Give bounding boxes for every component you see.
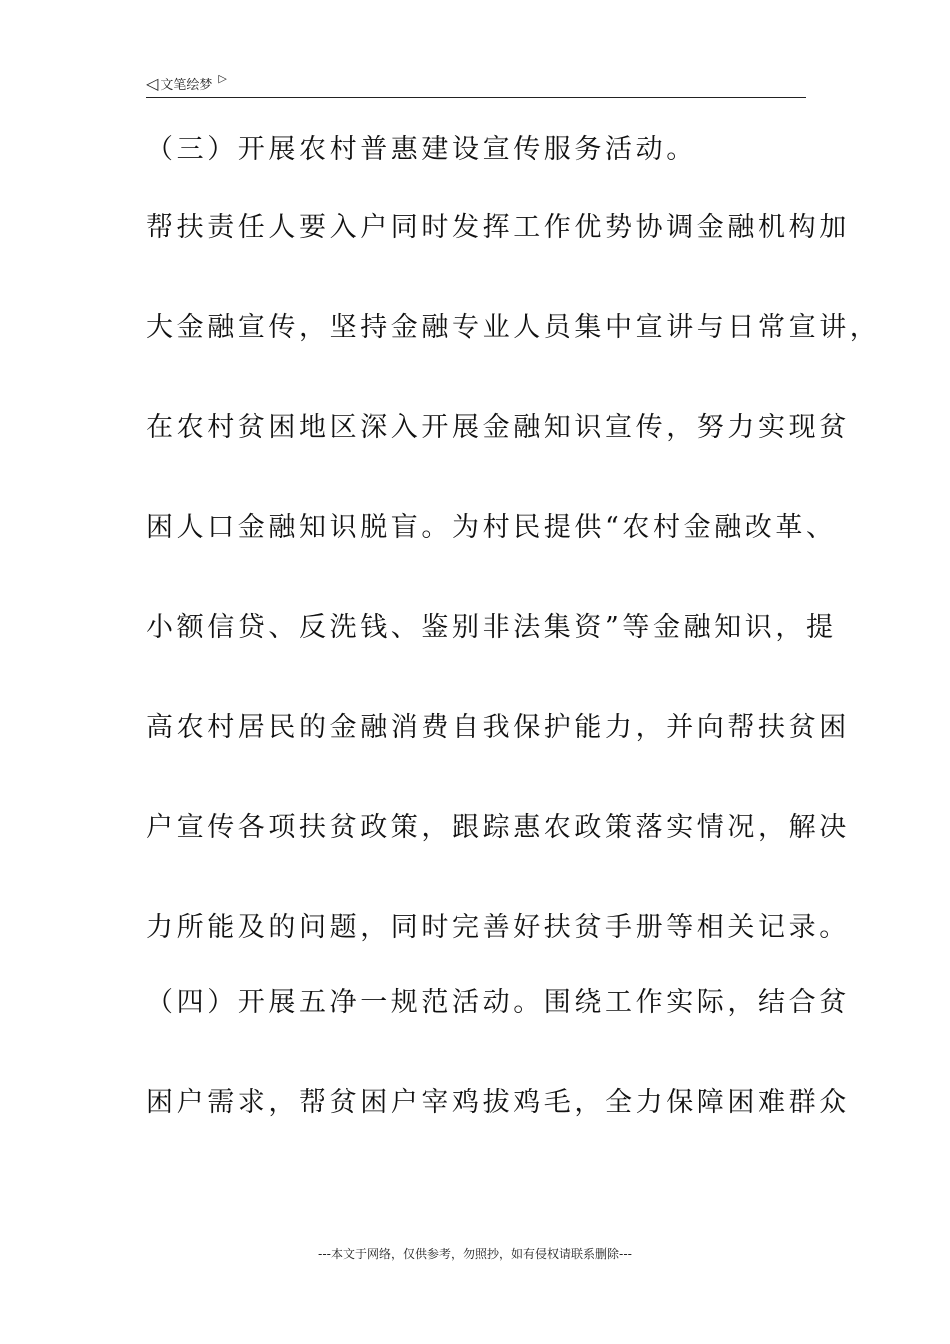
paragraph-line: （三）开展农村普惠建设宣传服务活动。 — [146, 134, 697, 165]
paragraph-line: 高农村居民的金融消费自我保护能力，并向帮扶贫困 — [146, 712, 850, 743]
triangle-left-outline-icon: ◁ — [146, 74, 159, 93]
paragraph-line: 户宣传各项扶贫政策，跟踪惠农政策落实情况，解决 — [146, 812, 850, 843]
paragraph-line: 在农村贫困地区深入开展金融知识宣传，努力实现贫 — [146, 412, 850, 443]
page-header — [146, 74, 806, 98]
paragraph-line: （四）开展五净一规范活动。围绕工作实际，结合贫 — [146, 987, 850, 1018]
paragraph-line: 帮扶责任人要入户同时发挥工作优势协调金融机构加 — [146, 212, 850, 243]
triangle-right-outline-icon: ▷ — [218, 72, 227, 85]
paragraph-line: 大金融宣传，坚持金融专业人员集中宣讲与日常宣讲， — [146, 312, 881, 343]
paragraph-line: 力所能及的问题，同时完善好扶贫手册等相关记录。 — [146, 912, 850, 943]
header-brand: 文笔绘梦 — [160, 78, 213, 93]
page-footer: ---本文于网络，仅供参考，勿照抄，如有侵权请联系删除--- — [318, 1247, 632, 1261]
paragraph-line: 小额信贷、反洗钱、鉴别非法集资”等金融知识，提 — [146, 612, 837, 643]
paragraph-line: 困人口金融知识脱盲。为村民提供“农村金融改革、 — [146, 512, 837, 543]
paragraph-line: 困户需求，帮贫困户宰鸡拔鸡毛，全力保障困难群众 — [146, 1087, 850, 1118]
header-divider — [146, 97, 806, 98]
